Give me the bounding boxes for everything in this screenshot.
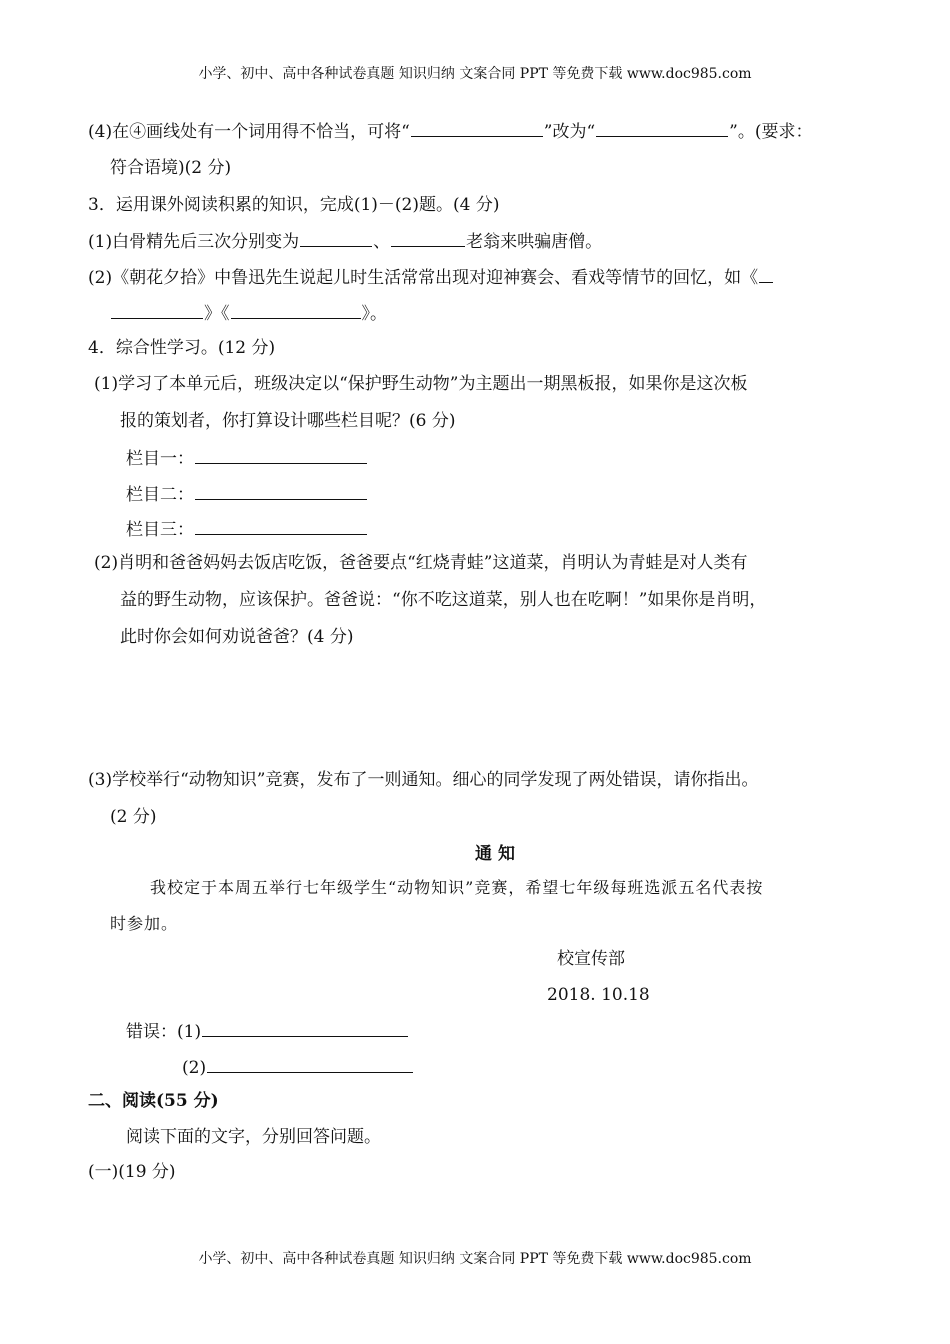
column-2-row: [126, 481, 368, 507]
q4-2-line2: 益的野生动物，应该保护。爸爸说：“你不吃这道菜，别人也在吃啊！”如果你是肖明，: [120, 590, 767, 610]
answer-blank[interactable]: [759, 264, 773, 283]
q4-2-line3: 此时你会如何劝说爸爸？(4 分): [120, 627, 354, 647]
answer-blank[interactable]: [391, 228, 465, 247]
column-3-row: [126, 516, 368, 542]
q3-1: [88, 228, 602, 254]
q4-1-line2: 报的策划者，你打算设计哪些栏目呢？(6 分): [120, 411, 456, 431]
section-2-instruction: 阅读下面的文字，分别回答问题。: [126, 1127, 381, 1147]
error-2-label: (2): [182, 1058, 207, 1078]
column-1-label: 栏目一：: [126, 449, 194, 469]
q4-3-line2: (2 分): [110, 807, 157, 827]
q4-1-line1: (1)学习了本单元后，班级决定以“保护野生动物”为主题出一期黑板报，如果你是这次板: [94, 374, 748, 394]
section-2-title: 二、阅读(55 分): [88, 1091, 219, 1111]
q3-2-text-a: (2)《朝花夕拾》中鲁迅先生说起儿时生活常常出现对迎神赛会、看戏等情节的回忆，如《: [88, 268, 759, 288]
q3-1-text-c: 老翁来哄骗唐僧。: [466, 232, 603, 252]
q2-4-text-c: ”。(要求：: [729, 122, 813, 142]
q3-title: 3．运用课外阅读积累的知识，完成(1)－(2)题。(4 分): [88, 195, 500, 215]
error-1-blank[interactable]: [202, 1018, 408, 1037]
column-2-label: 栏目二：: [126, 485, 194, 505]
q3-2-text-b: 》《: [204, 304, 230, 324]
page-header: 小学、初中、高中各种试卷真题 知识归纳 文案合同 PPT 等免费下载 www.doc985.com: [198, 66, 752, 82]
q4-3-line1: (3)学校举行“动物知识”竞赛，发布了一则通知。细心的同学发现了两处错误，请你指出。: [88, 770, 759, 790]
answer-blank[interactable]: [231, 300, 361, 319]
q3-2-line1: [88, 264, 774, 290]
q2-4-line2: 符合语境)(2 分): [110, 158, 232, 178]
column-3-label: 栏目三：: [126, 520, 194, 540]
q3-2-text-c: 》。: [361, 304, 387, 324]
q3-2-line2: [110, 300, 387, 326]
answer-blank[interactable]: [596, 118, 728, 137]
q4-title: 4．综合性学习。(12 分): [88, 338, 276, 358]
column-3-blank[interactable]: [195, 516, 367, 535]
error-2-row: [182, 1054, 414, 1080]
q4-2-line1: (2)肖明和爸爸妈妈去饭店吃饭，爸爸要点“红烧青蛙”这道菜，肖明认为青蛙是对人类有: [94, 553, 748, 573]
column-1-blank[interactable]: [195, 445, 367, 464]
answer-blank[interactable]: [111, 300, 203, 319]
column-2-blank[interactable]: [195, 481, 367, 500]
notice-signer: 校宣传部: [557, 949, 625, 969]
q2-4-line1: [88, 118, 813, 144]
q2-4-text-a: (4)在④画线处有一个词用得不恰当，可将“: [88, 122, 410, 142]
notice-body-line2: 时参加。: [110, 914, 179, 933]
answer-blank[interactable]: [411, 118, 543, 137]
error-1-row: [126, 1018, 409, 1044]
page-footer: 小学、初中、高中各种试卷真题 知识归纳 文案合同 PPT 等免费下载 www.doc985.com: [198, 1251, 752, 1267]
section-2-part1: (一)(19 分): [88, 1162, 176, 1182]
error-1-label: 错误：(1): [126, 1022, 202, 1042]
notice-date: 2018. 10.18: [547, 985, 650, 1005]
error-2-blank[interactable]: [207, 1054, 413, 1073]
answer-blank[interactable]: [300, 228, 372, 247]
q3-1-text-b: 、: [373, 232, 391, 252]
notice-body-line1: 我校定于本周五举行七年级学生“动物知识”竞赛，希望七年级每班选派五名代表按: [150, 878, 764, 897]
q3-1-text-a: (1)白骨精先后三次分别变为: [88, 232, 300, 252]
column-1-row: [126, 445, 368, 471]
notice-title: 通 知: [475, 844, 515, 864]
q2-4-text-b: ”改为“: [543, 122, 596, 142]
